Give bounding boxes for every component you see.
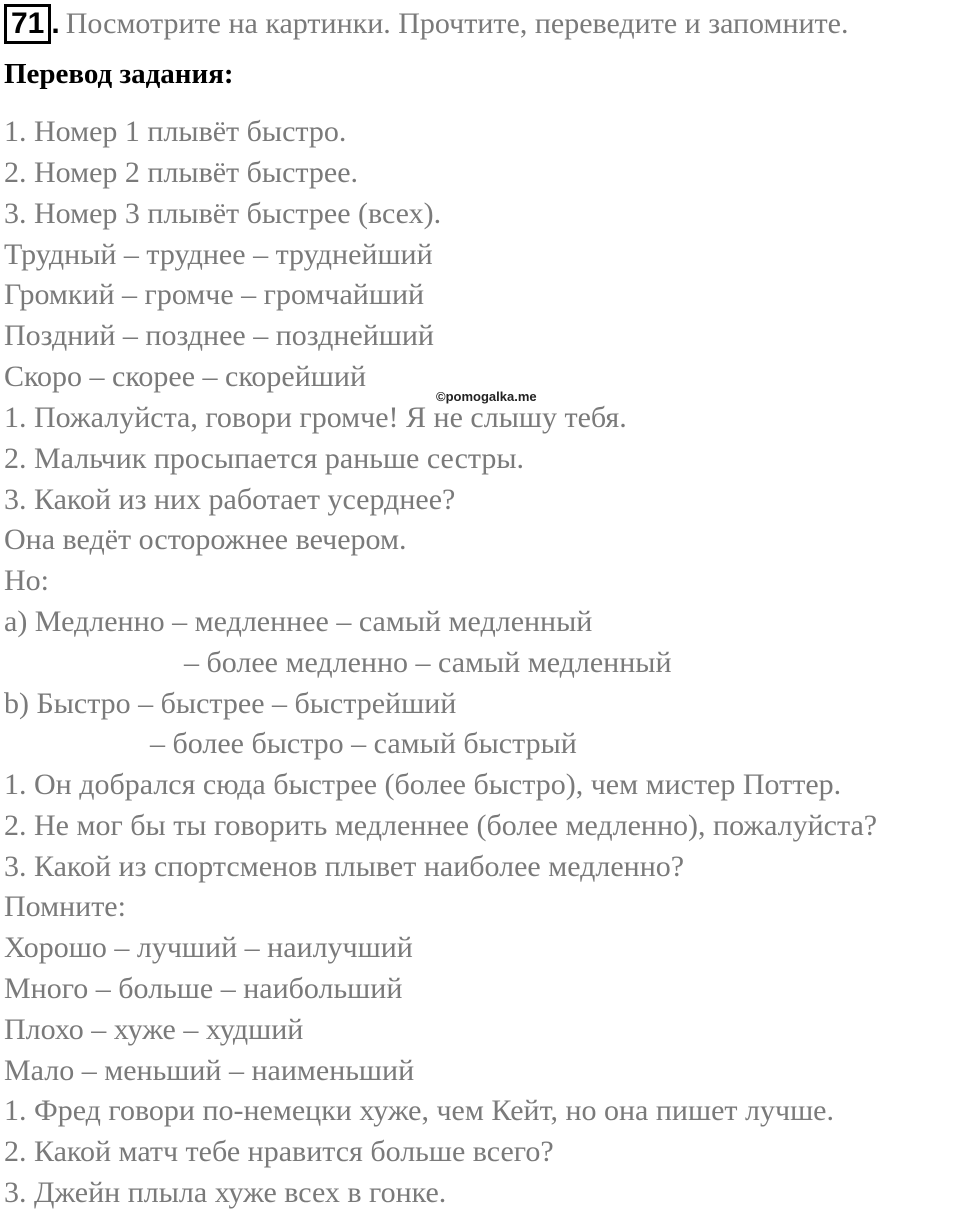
text-line: Поздний – позднее – позднейший [4,319,434,352]
text-line: Скоро – скорее – скорейший [4,360,367,393]
text-line: a) Медленно – медленнее – самый медленный [4,605,593,638]
exercise-header [4,2,849,46]
text-line: Громкий – громче – громчайший [4,278,425,311]
watermark: ©pomogalka.me [436,389,537,404]
text-line: Она ведёт осторожнее вечером. [4,523,407,556]
text-line: Хорошо – лучший – наилучший [4,931,413,964]
text-line: 2. Мальчик просыпается раньше сестры. [4,442,525,475]
text-line: 2. Номер 2 плывёт быстрее. [4,156,359,189]
exercise-task-text: Посмотрите на картинки. Прочтите, переведите и запомните. [65,7,849,40]
text-line: Трудный – труднее – труднейший [4,238,433,271]
text-line: 1. Номер 1 плывёт быстро. [4,115,347,148]
text-line: 2. Не мог бы ты говорить медленнее (более медленно), пожалуйста? [4,809,878,842]
text-line: b) Быстро – быстрее – быстрейший [4,687,457,720]
translation-heading: Перевод задания: [4,58,234,90]
text-line: 3. Номер 3 плывёт быстрее (всех). [4,197,442,230]
text-line: Но: [4,564,49,597]
exercise-number-box: 71 [4,4,51,44]
text-line: Помните: [4,890,126,923]
text-line: 3. Какой из них работает усерднее? [4,483,456,516]
text-line: 1. Фред говори по-немецки хуже, чем Кейт, но она пишет лучше. [4,1094,834,1127]
exercise-number-dot: . [51,7,60,40]
text-line: 3. Джейн плыла хуже всех в гонке. [4,1176,447,1209]
text-line-indented: – более медленно – самый медленный [184,646,672,679]
text-line: Плохо – хуже – худший [4,1013,304,1046]
text-line: 2. Какой матч тебе нравится больше всего? [4,1135,554,1168]
text-line: 1. Он добрался сюда быстрее (более быстро), чем мистер Поттер. [4,768,842,801]
text-line: Много – больше – наибольший [4,972,403,1005]
text-line: 1. Пожалуйста, говори громче! Я не слышу тебя. [4,401,627,434]
text-line-indented: – более быстро – самый быстрый [150,727,577,760]
text-line: Мало – меньший – наименьший [4,1054,415,1087]
text-line: 3. Какой из спортсменов плывет наиболее медленно? [4,850,685,883]
